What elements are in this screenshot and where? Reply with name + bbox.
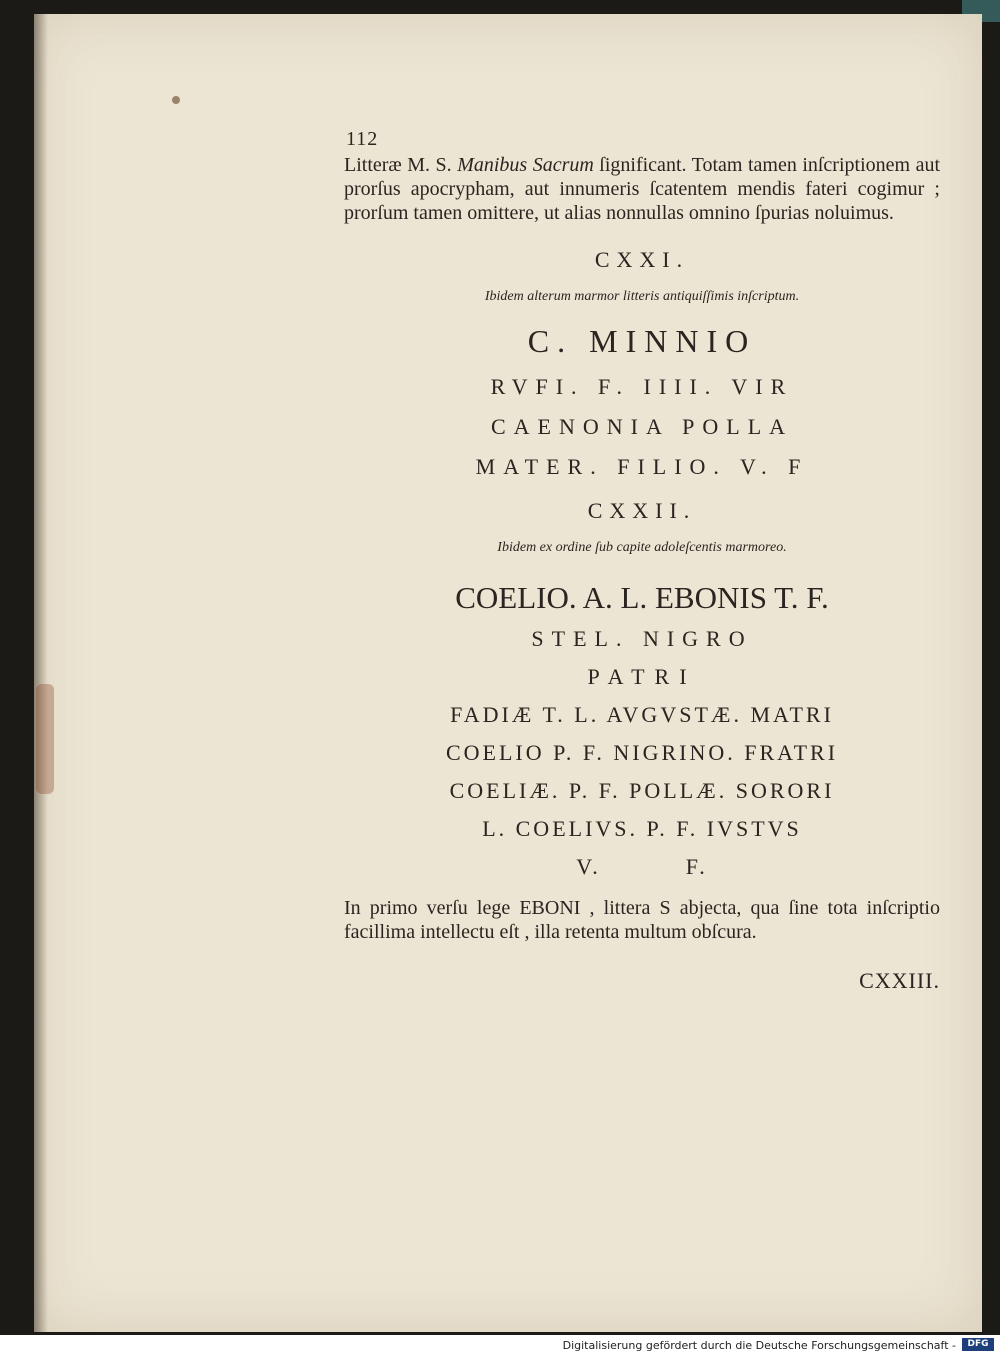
inscription-line: C. MINNIO [527,323,757,359]
intro-paragraph [344,153,940,225]
next-section-heading: CXXIII. [859,968,940,993]
inscription-line: L. COELIVS. P. F. IVSTVS [482,816,802,841]
intro-text-rest: ſignificant. Totam tamen inſcriptionem aut prorſus apocrypham, aut innumeris ſcatentem mendis fateri cogimur ; prorſum tamen omittere, ut alias nonnullas omnino ſpurias noluimus. [344,154,941,224]
inscription-line: CAENONIA POLLA [490,414,794,439]
inscription-line: RVFI. F. IIII. VIR [490,374,794,399]
gutter-shadow [34,14,48,1332]
page-stain [36,684,54,794]
funding-notice: Digitalisierung gefördert durch die Deutsche Forschungsgemeinschaft - [562,1339,956,1352]
section-subtitle-cxxi: Ibidem alterum marmor litteris antiquiſſimis inſcriptum. [484,289,800,304]
inscription-line: STEL. NIGRO [531,626,753,651]
page-number: 112 [346,128,379,150]
dfg-logo: DFG [962,1338,994,1351]
inscription-line: PATRI [587,664,697,689]
section-subtitle-cxxii: Ibidem ex ordine ſub capite adoleſcentis marmoreo. [497,540,787,555]
page-content [344,128,940,994]
intro-italic: Manibus Sacrum [457,154,594,176]
section-heading-cxxii: CXXII. [587,498,697,523]
inscription-line: FADIÆ T. L. AVGVSTÆ. MATRI [450,702,834,727]
inscription-line: V. F. [576,854,708,879]
inscription-line: COELIO. A. L. EBONIS T. F. [455,580,829,615]
inscription-line: COELIÆ. P. F. POLLÆ. SORORI [449,778,835,803]
digitization-footer [0,1335,1000,1355]
inscription-line: MATER. FILIO. V. F [475,454,809,479]
inscription-line: COELIO P. F. NIGRINO. FRATRI [445,740,839,765]
ink-spot [172,96,180,104]
intro-text-start: Litteræ M. S. [344,154,458,176]
commentary-paragraph: In primo verſu lege EBONI , littera S abjecta, qua ſine tota inſcriptio facillima intellectu eſt , illa retenta multum obſcura. [344,897,940,943]
section-heading-cxxi: CXXI. [594,247,690,272]
